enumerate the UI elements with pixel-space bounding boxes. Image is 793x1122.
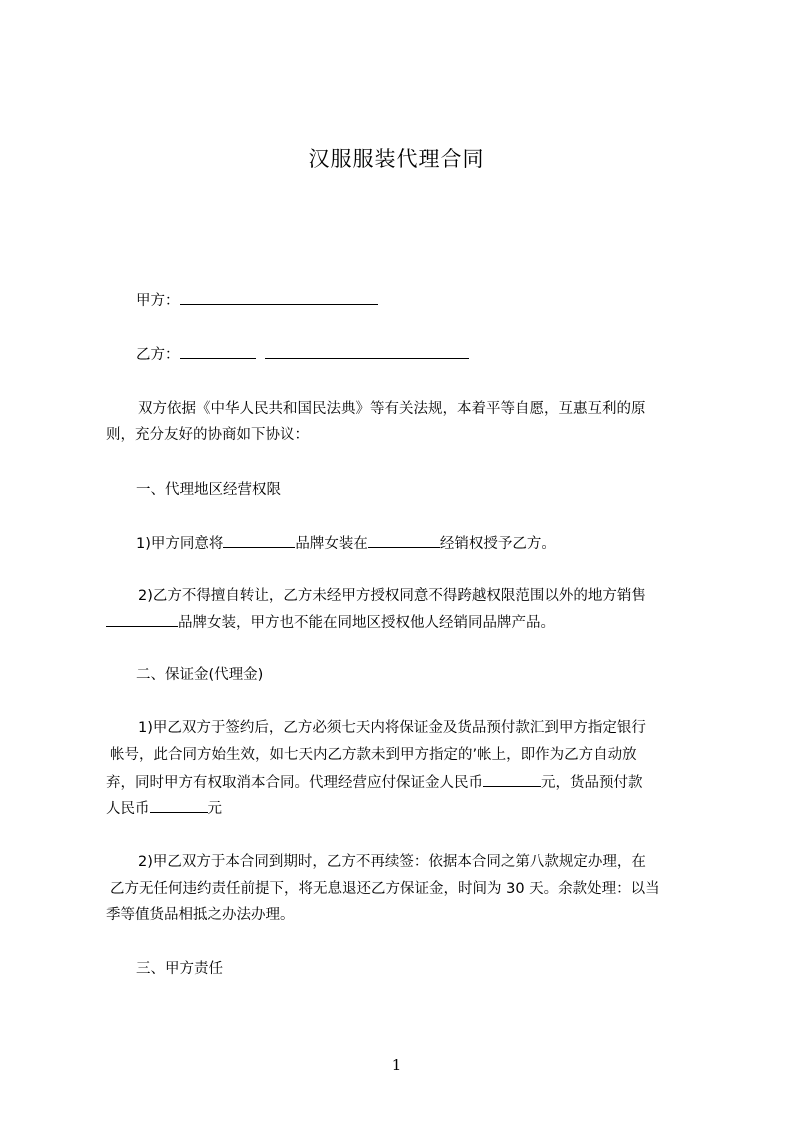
- party-b-blank-2: [265, 344, 469, 359]
- section-3-heading: 三、甲方责任: [136, 961, 223, 977]
- s1-item1-blank-1: [223, 533, 295, 548]
- preamble-line-2: 则，充分友好的协商如下协议：: [106, 427, 309, 443]
- s1-item2-blank: [106, 612, 178, 627]
- s2-item1-text-b: 元，货品预付款: [541, 775, 643, 791]
- party-a-blank: [180, 290, 378, 305]
- s1-item1-text-a: 1)甲方同意将: [136, 536, 224, 552]
- s1-item1-text-b: 品牌女装在: [295, 536, 368, 552]
- s2-item1-line-1: 1)甲乙双方于签约后，乙方必须七天内将保证金及货品预付款汇到甲方指定银行: [138, 720, 646, 736]
- s2-item1-line-2: 帐号，此合同方始生效，如七天内乙方款未到甲方指定的’帐上，即作为乙方自动放: [110, 747, 637, 763]
- s1-item2-line-1: 2)乙方不得擅自转让，乙方未经甲方授权同意不得跨越权限范围以外的地方销售: [138, 588, 646, 604]
- party-b-blank-1: [180, 344, 256, 359]
- preamble-line-1: 双方依据《中华人民共和国民法典》等有关法规，本着平等自愿，互惠互利的原: [138, 401, 646, 417]
- s2-item2-line-2: 乙方无任何违约责任前提下，将无息退还乙方保证金，时间为 30 天。余款处理：以当: [110, 881, 660, 897]
- s1-item2-text: 品牌女装，甲方也不能在同地区授权他人经销同品牌产品。: [178, 615, 555, 631]
- s2-item1-text-a: 弃，同时甲方有权取消本合同。代理经营应付保证金人民币: [106, 775, 483, 791]
- section-1-heading: 一、代理地区经营权限: [136, 482, 281, 498]
- s1-item1-text-c: 经销权授予乙方。: [439, 536, 556, 552]
- s1-item1-blank-2: [368, 533, 440, 548]
- s2-item1-line-3: [106, 772, 700, 793]
- s2-item2-line-1: 2)甲乙双方于本合同到期时，乙方不再续签：依据本合同之第八款规定办理，在: [138, 854, 646, 870]
- s2-deposit-blank: [483, 772, 541, 787]
- s1-item2-line-2: [106, 612, 700, 633]
- s1-item1-line: [136, 533, 700, 554]
- party-a-line: [136, 290, 700, 311]
- s2-item2-line-3: 季等值货品相抵之办法办理。: [106, 907, 295, 923]
- party-b-line: [136, 344, 700, 365]
- s2-prepay-blank: [150, 798, 208, 813]
- s2-item1-text-d: 元: [207, 801, 222, 817]
- page-number: 1: [391, 1056, 402, 1074]
- party-a-label: 甲方：: [136, 293, 180, 309]
- section-2-heading: 二、保证金(代理金): [136, 667, 264, 683]
- document-title: 汉服服装代理合同: [308, 147, 485, 171]
- s2-item1-text-c: 人民币: [106, 801, 150, 817]
- party-b-label: 乙方：: [136, 347, 180, 363]
- s2-item1-line-4: [106, 798, 700, 819]
